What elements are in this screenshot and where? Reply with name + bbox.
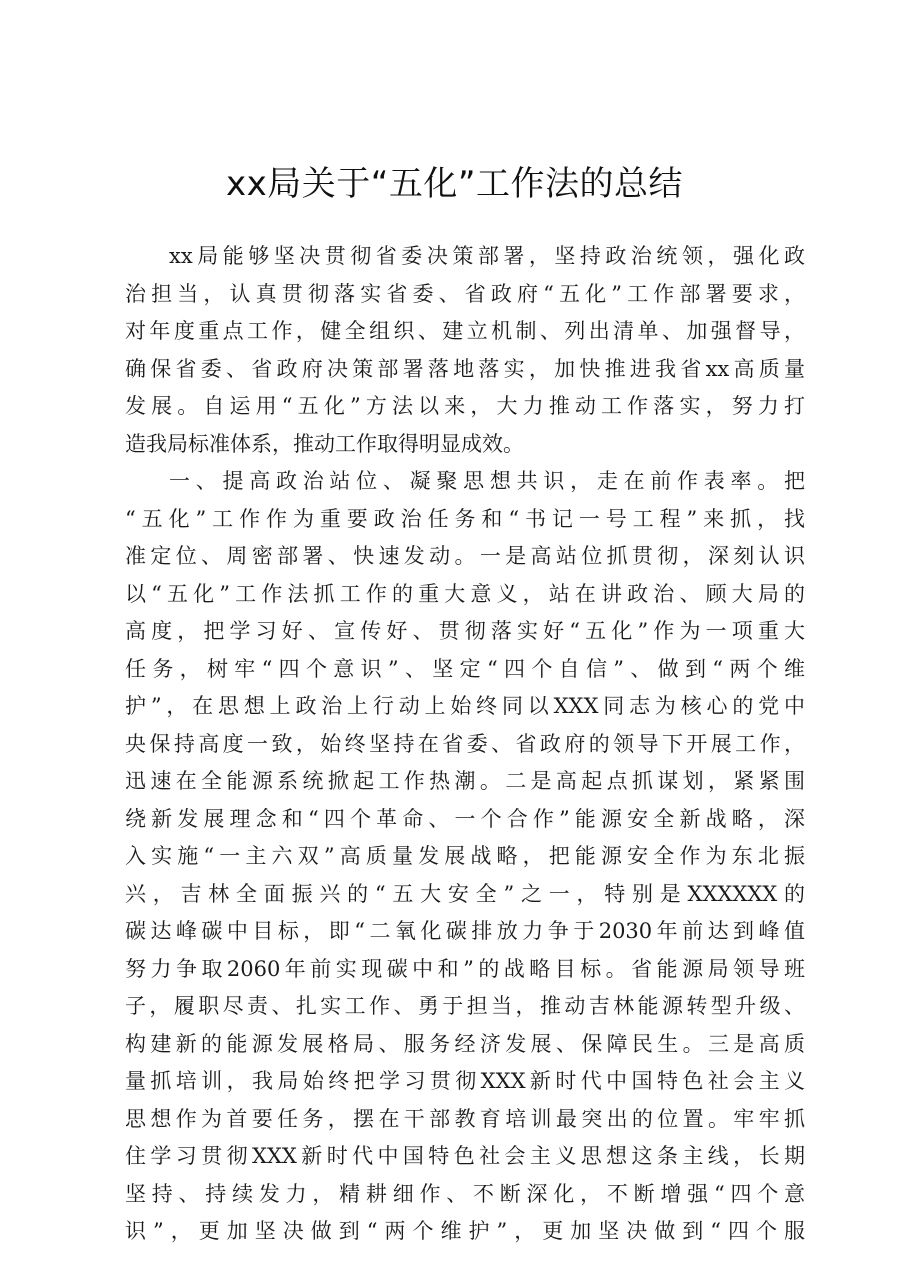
paragraph-line: 碳达峰碳中目标，即“二氧化碳排放力争于2030年前达到峰值 (125, 919, 805, 943)
paragraph-line: 子，履职尽责、扎实工作、勇于担当，推动吉林能源转型升级、 (125, 994, 805, 1018)
paragraph-line: xx局能够坚决贯彻省委决策部署，坚持政治统领，强化政 (169, 244, 805, 268)
paragraph-line: 任务，树牢“四个意识”、坚定“四个自信”、做到“两个维 (125, 656, 805, 681)
paragraph-line: 努力争取2060年前实现碳中和”的战略目标。省能源局领导班 (125, 956, 805, 981)
paragraph-line: 造我局标准体系，推动工作取得明显成效。 (125, 431, 524, 456)
paragraph-line: 迅速在全能源系统掀起工作热潮。二是高起点抓谋划，紧紧围 (125, 769, 805, 793)
paragraph-line: 坚持、持续发力，精耕细作、不断深化，不断增强“四个意 (125, 1181, 805, 1206)
paragraph-line: 以“五化”工作法抓工作的重大意义，站在讲政治、顾大局的 (125, 581, 805, 606)
paragraph-line: 绕新发展理念和“四个革命、一个合作”能源安全新战略，深 (125, 806, 805, 831)
paragraph-line: 住学习贯彻XXX新时代中国特色社会主义思想这条主线，长期 (125, 1144, 805, 1168)
paragraph-line: 一、提高政治站位、凝聚思想共识，走在前作表率。把 (169, 469, 805, 493)
paragraph-line: 央保持高度一致，始终坚持在省委、省政府的领导下开展工作， (125, 731, 805, 756)
paragraph-line: 量抓培训，我局始终把学习贯彻XXX新时代中国特色社会主义 (125, 1069, 805, 1093)
document-body (125, 238, 805, 1251)
paragraph-line: 兴，吉林全面振兴的“五大安全”之一，特别是XXXXXX的 (125, 881, 805, 906)
paragraph-line: 护”，在思想上政治上行动上始终同以XXX同志为核心的党中 (125, 694, 805, 718)
paragraph-line: 治担当，认真贯彻落实省委、省政府“五化”工作部署要求， (125, 281, 805, 306)
paragraph-line: 思想作为首要任务，摆在干部教育培训最突出的位置。牢牢抓 (125, 1106, 805, 1131)
paragraph-line: 入实施“一主六双”高质量发展战略，把能源安全作为东北振 (125, 844, 805, 868)
paragraph-line: 确保省委、省政府决策部署落地落实，加快推进我省xx高质量 (125, 356, 805, 381)
document-title: xx局关于“五化”工作法的总结 (226, 164, 683, 204)
paragraph-line: 发展。自运用“五化”方法以来，大力推动工作落实，努力打 (125, 394, 805, 418)
paragraph-line: 构建新的能源发展格局、服务经济发展、保障民生。三是高质 (125, 1031, 805, 1056)
paragraph-line: 对年度重点工作，健全组织、建立机制、列出清单、加强督导， (125, 319, 805, 343)
paragraph-line: 高度，把学习好、宣传好、贯彻落实好“五化”作为一项重大 (125, 619, 805, 643)
paragraph-line: “五化”工作作为重要政治任务和“书记一号工程”来抓，找 (125, 506, 805, 531)
paragraph-line: 准定位、周密部署、快速发动。一是高站位抓贯彻，深刻认识 (125, 544, 805, 568)
paragraph-line: 识”，更加坚决做到“两个维护”，更加坚决做到“四个服 (125, 1219, 805, 1243)
